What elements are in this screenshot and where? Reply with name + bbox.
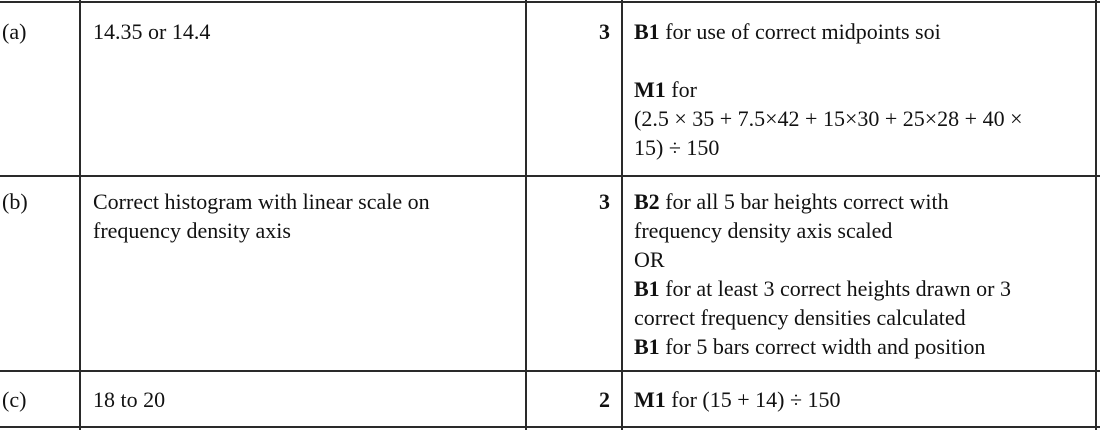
part-label: (a) — [2, 19, 27, 44]
answer-text: 18 to 20 — [93, 387, 166, 412]
marks-value: 3 — [599, 19, 610, 44]
note-line — [634, 303, 1011, 332]
part-label: (c) — [2, 387, 27, 412]
note-text: (2.5 × 35 + 7.5×42 + 15×30 + 25×28 + 40 × — [634, 106, 1023, 131]
mark-code: B1 — [634, 19, 660, 44]
note-text: correct frequency densities calculated — [634, 305, 966, 330]
note-text: for 5 bars correct width and position — [659, 334, 986, 359]
note-line — [634, 17, 1023, 46]
note-text: for (15 + 14) ÷ 150 — [665, 387, 841, 412]
row-divider — [0, 175, 1100, 177]
marks-value: 2 — [599, 387, 610, 412]
marking-notes — [634, 385, 841, 414]
note-line — [634, 216, 1011, 245]
note-text: for — [665, 77, 697, 102]
note-line — [634, 385, 841, 414]
answer-line: Correct histogram with linear scale on — [93, 189, 430, 214]
note-text: for all 5 bar heights correct with — [659, 189, 949, 214]
row-divider — [0, 370, 1100, 372]
note-line — [634, 133, 1023, 162]
table-right-border — [1095, 0, 1097, 430]
note-line — [634, 75, 1023, 104]
answer-line: frequency density axis — [93, 218, 291, 243]
mark-code: B1 — [634, 276, 660, 301]
column-divider — [79, 0, 81, 430]
note-line — [634, 274, 1011, 303]
note-line — [634, 245, 1011, 274]
column-divider — [621, 0, 623, 430]
note-line — [634, 104, 1023, 133]
note-line — [634, 46, 1023, 75]
note-text: frequency density axis scaled — [634, 218, 893, 243]
marks-value: 3 — [599, 189, 610, 214]
answer-text — [93, 187, 430, 245]
answer-text: 14.35 or 14.4 — [93, 19, 211, 44]
part-label: (b) — [2, 189, 28, 214]
note-text: for use of correct midpoints soi — [659, 19, 941, 44]
mark-code: M1 — [634, 77, 666, 102]
table-bottom-border — [0, 426, 1100, 428]
mark-code: M1 — [634, 387, 666, 412]
note-line — [634, 332, 1011, 361]
note-text: OR — [634, 247, 665, 272]
note-line — [634, 187, 1011, 216]
marking-notes — [634, 17, 1023, 162]
mark-code: B2 — [634, 189, 660, 214]
column-divider — [525, 0, 527, 430]
table-top-border — [0, 1, 1100, 3]
note-text: for at least 3 correct heights drawn or 3 — [659, 276, 1011, 301]
note-text: 15) ÷ 150 — [634, 135, 720, 160]
mark-code: B1 — [634, 334, 660, 359]
marking-notes — [634, 187, 1011, 361]
